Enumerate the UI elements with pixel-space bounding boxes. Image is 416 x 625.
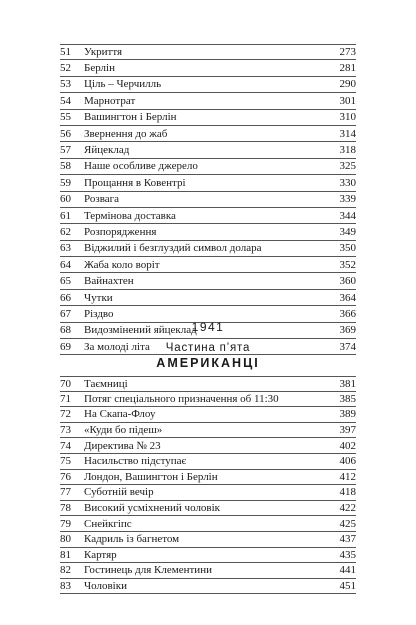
- chapter-title: Суботній вечір: [84, 486, 154, 499]
- chapter-number: 74: [60, 439, 71, 452]
- chapter-title: Жаба коло воріт: [84, 258, 160, 271]
- chapter-title: Берлін: [84, 62, 115, 75]
- page-number: 397: [339, 424, 356, 437]
- page-number: 437: [339, 533, 356, 546]
- toc-row: [60, 241, 356, 257]
- page-number: 402: [339, 439, 356, 452]
- chapter-number: 54: [60, 94, 71, 107]
- toc-row: [60, 192, 356, 208]
- chapter-title: На Скапа-Флоу: [84, 408, 156, 421]
- chapter-title: Потяг спеціального призначення об 11:30: [84, 392, 279, 405]
- chapter-number: 60: [60, 193, 71, 206]
- chapter-number: 78: [60, 502, 71, 515]
- chapter-title: «Куди бо підеш»: [84, 424, 163, 437]
- chapter-title: Ціль – Черчилль: [84, 78, 162, 91]
- chapter-title: Укриття: [84, 46, 123, 59]
- page-number: 325: [339, 160, 356, 173]
- chapter-number: 52: [60, 62, 71, 75]
- chapter-title: Різдво: [84, 307, 114, 320]
- toc-row: [60, 175, 356, 191]
- chapter-number: 63: [60, 242, 71, 255]
- toc-list-bottom: [60, 376, 356, 594]
- toc-row: [60, 423, 356, 439]
- chapter-title: Снейкгіпс: [84, 517, 132, 530]
- chapter-title: Звернення до жаб: [84, 127, 168, 140]
- chapter-number: 64: [60, 258, 71, 271]
- chapter-number: 83: [60, 580, 71, 593]
- chapter-title: Термінова доставка: [84, 209, 176, 222]
- chapter-number: 59: [60, 176, 71, 189]
- page-number: 318: [339, 144, 356, 157]
- toc-row: [60, 44, 356, 60]
- toc-row: [60, 516, 356, 532]
- page-number: 314: [339, 127, 356, 140]
- chapter-number: 55: [60, 111, 71, 124]
- toc-row: [60, 93, 356, 109]
- chapter-number: 56: [60, 127, 71, 140]
- chapter-number: 53: [60, 78, 71, 91]
- page-number: 422: [339, 502, 356, 515]
- chapter-title: Високий усміхнений чоловік: [84, 502, 221, 515]
- page-number: 310: [339, 111, 356, 124]
- chapter-number: 61: [60, 209, 71, 222]
- toc-row: [60, 142, 356, 158]
- chapter-number: 76: [60, 470, 71, 483]
- chapter-number: 71: [60, 392, 71, 405]
- toc-row: [60, 563, 356, 579]
- page-number: 381: [339, 377, 356, 390]
- page-number: 330: [339, 176, 356, 189]
- chapter-number: 72: [60, 408, 71, 421]
- chapter-number: 70: [60, 377, 71, 390]
- toc-list-top: [60, 44, 356, 355]
- chapter-number: 81: [60, 548, 71, 561]
- page-number: 352: [339, 258, 356, 271]
- toc-row: [60, 77, 356, 93]
- chapter-number: 62: [60, 226, 71, 238]
- section-title: АМЕРИКАНЦІ: [156, 356, 260, 370]
- page-number: 418: [339, 486, 356, 499]
- chapter-number: 79: [60, 517, 71, 530]
- chapter-title: Кадриль із багнетом: [84, 533, 180, 546]
- chapter-number: 82: [60, 564, 71, 577]
- page-number: 441: [339, 564, 356, 577]
- toc-row: [60, 126, 356, 142]
- page-number: 301: [339, 94, 356, 107]
- chapter-title: Картяр: [84, 548, 117, 561]
- toc-row: [60, 376, 356, 392]
- toc-row: [60, 290, 356, 306]
- page-number: 412: [339, 470, 356, 483]
- toc-row: [60, 454, 356, 470]
- page-number: 406: [339, 455, 356, 468]
- page-number: 364: [339, 291, 356, 304]
- chapter-number: 58: [60, 160, 71, 173]
- chapter-title: Розвага: [84, 193, 120, 206]
- chapter-title: Директива № 23: [84, 439, 161, 452]
- page-number: 339: [339, 193, 356, 206]
- page-number: 344: [339, 209, 356, 222]
- toc-row: [60, 273, 356, 289]
- toc-row: [60, 501, 356, 517]
- chapter-number: 69: [60, 340, 71, 353]
- page-number: 281: [339, 62, 356, 75]
- page-number: 273: [339, 46, 356, 59]
- chapter-title: Таємниці: [84, 377, 128, 390]
- part-year: 1941: [191, 320, 225, 334]
- toc-row: [60, 159, 356, 175]
- chapter-title: Вашингтон і Берлін: [84, 111, 177, 124]
- toc-row: [60, 257, 356, 273]
- chapter-title: Чутки: [84, 291, 113, 304]
- page-number: 360: [339, 275, 356, 288]
- toc-row: [60, 579, 356, 595]
- toc-row: [60, 485, 356, 501]
- toc-row: [60, 224, 356, 240]
- page-number: 374: [339, 340, 356, 353]
- chapter-title: Марнотрат: [84, 94, 136, 107]
- toc-row: [60, 392, 356, 408]
- chapter-title: Прощання в Ковентрі: [84, 176, 186, 189]
- chapter-title: Насильство підступає: [84, 455, 187, 468]
- chapter-title: Вайнахтен: [84, 275, 134, 288]
- toc-row: [60, 532, 356, 548]
- chapter-title: Видозмінений яйцеклад: [84, 324, 197, 337]
- chapter-number: 51: [60, 46, 71, 59]
- toc-row: [60, 110, 356, 126]
- toc-row: [60, 208, 356, 224]
- toc-row: [60, 438, 356, 454]
- page-number: 451: [339, 580, 356, 593]
- toc-row: [60, 407, 356, 423]
- page-number: 435: [339, 548, 356, 561]
- toc-row: [60, 470, 356, 486]
- toc-row: [60, 548, 356, 564]
- page-number: 389: [339, 408, 356, 421]
- chapter-title: Чоловіки: [84, 580, 127, 593]
- chapter-number: 75: [60, 455, 71, 468]
- chapter-title: Розпорядження: [84, 226, 157, 238]
- chapter-number: 77: [60, 486, 71, 499]
- page-number: 349: [339, 226, 356, 238]
- chapter-number: 67: [60, 307, 71, 320]
- chapter-number: 80: [60, 533, 71, 546]
- page-number: 385: [339, 392, 356, 405]
- page-number: 290: [339, 78, 356, 91]
- chapter-title: Яйцеклад: [84, 144, 130, 157]
- chapter-title: Лондон, Вашингтон і Берлін: [84, 470, 218, 483]
- chapter-number: 68: [60, 324, 71, 337]
- page-number: 350: [339, 242, 356, 255]
- chapter-number: 66: [60, 291, 71, 304]
- part-label: Частина п’ята: [165, 342, 251, 354]
- page-number: 366: [339, 307, 356, 320]
- chapter-number: 65: [60, 275, 71, 288]
- chapter-title: Віджилий і безглуздий символ долара: [84, 242, 262, 255]
- chapter-title: Гостинець для Клементини: [84, 564, 212, 577]
- page-number: 369: [339, 324, 356, 337]
- page-number: 425: [339, 517, 356, 530]
- chapter-number: 57: [60, 144, 71, 157]
- toc-row: [60, 60, 356, 76]
- chapter-number: 73: [60, 424, 71, 437]
- chapter-title: Наше особливе джерело: [84, 160, 198, 173]
- chapter-title: За молоді літа: [84, 340, 150, 353]
